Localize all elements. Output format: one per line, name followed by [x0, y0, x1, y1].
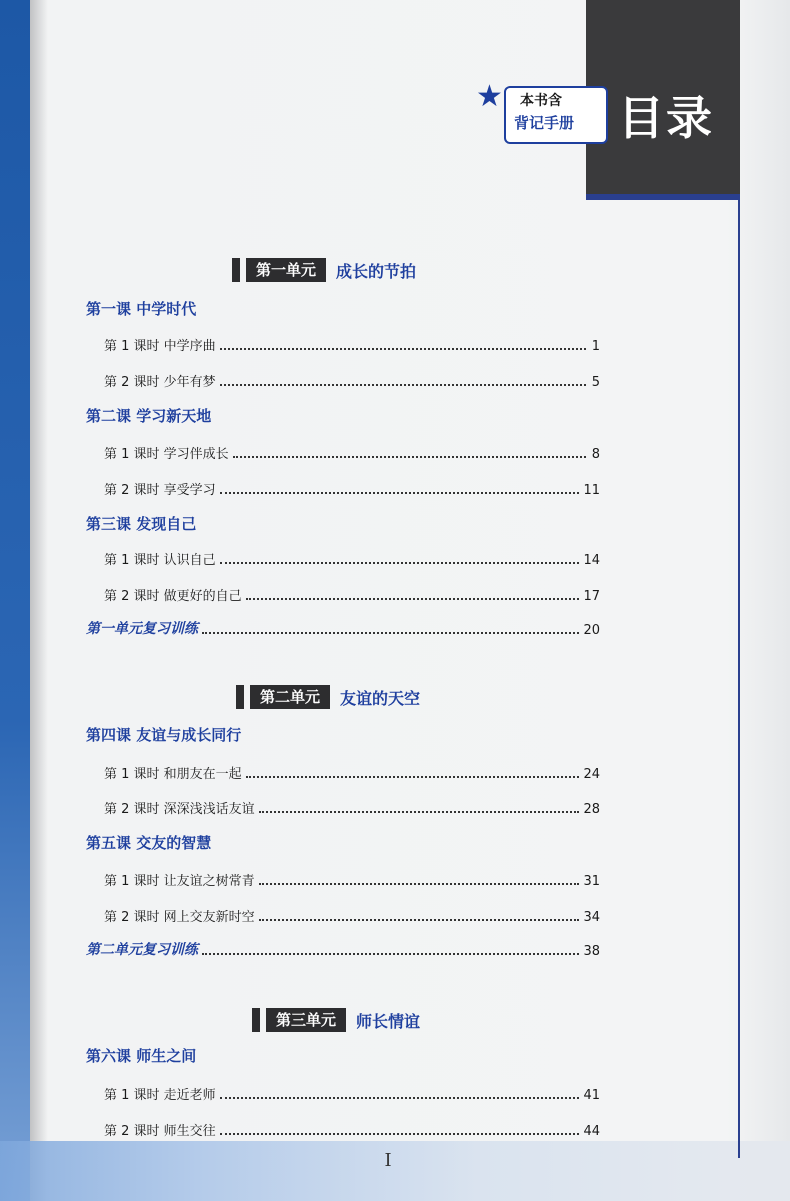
book-spine — [0, 0, 30, 1201]
entry-title: 第 2 课时 师生交往 — [104, 1124, 216, 1139]
leader-dots — [220, 384, 586, 386]
lesson-heading[interactable]: 第五课 交友的智慧 — [86, 834, 212, 852]
review-page: 38 — [583, 944, 600, 959]
entry-title: 第 1 课时 认识自己 — [104, 553, 216, 568]
page-number: I — [384, 1150, 392, 1171]
entry-title: 第 1 课时 和朋友在一起 — [104, 767, 242, 782]
entry-title: 第 2 课时 深深浅浅话友谊 — [104, 802, 255, 817]
leader-dots — [202, 953, 579, 955]
review-title: 第二单元复习训练 — [86, 942, 198, 958]
entry-page: 5 — [591, 375, 600, 390]
toc-entry[interactable] — [104, 584, 600, 604]
entry-title: 第 2 课时 享受学习 — [104, 483, 216, 498]
entry-page: 24 — [583, 767, 600, 782]
toc-entry[interactable] — [104, 797, 600, 817]
badge-bottom-text: 背记手册 — [514, 114, 575, 132]
toc-entry[interactable] — [104, 370, 600, 390]
unit-title: 师长情谊 — [356, 1011, 421, 1031]
leader-dots — [246, 598, 580, 600]
unit-label: 第三单元 — [266, 1008, 346, 1032]
badge-top-text: 本书含 — [520, 93, 562, 109]
toc-entry[interactable] — [104, 1119, 600, 1139]
unit-title: 成长的节拍 — [336, 261, 417, 281]
entry-page: 8 — [591, 447, 600, 462]
toc-entry[interactable] — [104, 869, 600, 889]
lesson-heading[interactable]: 第四课 友谊与成长同行 — [86, 726, 242, 744]
unit-heading — [246, 258, 416, 282]
entry-page: 14 — [583, 553, 600, 568]
toc-entry[interactable] — [104, 762, 600, 782]
review-page: 20 — [583, 623, 600, 638]
unit-review[interactable] — [86, 939, 600, 959]
star-icon: ★ — [476, 79, 503, 114]
lesson-heading[interactable]: 第二课 学习新天地 — [86, 407, 212, 425]
leader-dots — [259, 919, 580, 921]
leader-dots — [259, 811, 580, 813]
leader-dots — [202, 632, 579, 634]
unit-review[interactable] — [86, 618, 600, 638]
memory-handbook-badge — [476, 79, 606, 148]
leader-dots — [220, 1097, 580, 1099]
entry-page: 1 — [591, 339, 600, 354]
entry-page: 17 — [583, 589, 600, 604]
lesson-heading[interactable]: 第三课 发现自己 — [86, 515, 197, 533]
leader-dots — [246, 776, 580, 778]
entry-page: 44 — [583, 1124, 600, 1139]
toc-entry[interactable] — [104, 905, 600, 925]
entry-title: 第 2 课时 做更好的自己 — [104, 589, 242, 604]
lesson-heading[interactable]: 第一课 中学时代 — [86, 300, 197, 318]
unit-title: 友谊的天空 — [340, 688, 421, 708]
entry-page: 31 — [583, 874, 600, 889]
unit-heading — [250, 685, 420, 709]
leader-dots — [220, 1133, 580, 1135]
entry-page: 28 — [583, 802, 600, 817]
unit-heading — [266, 1008, 420, 1032]
toc-entry[interactable] — [104, 478, 600, 498]
leader-dots — [220, 348, 586, 350]
entry-title: 第 1 课时 走近老师 — [104, 1088, 216, 1103]
leader-dots — [220, 492, 580, 494]
toc-entry[interactable] — [104, 442, 600, 462]
page-title: 目录 — [618, 91, 714, 145]
spine-shadow — [30, 0, 48, 1201]
unit-label: 第一单元 — [246, 258, 326, 282]
entry-title: 第 1 课时 中学序曲 — [104, 339, 216, 354]
entry-page: 11 — [583, 483, 600, 498]
leader-dots — [233, 456, 586, 458]
lesson-heading[interactable]: 第六课 师生之间 — [86, 1047, 197, 1065]
leader-dots — [259, 883, 580, 885]
entry-title: 第 2 课时 网上交友新时空 — [104, 910, 255, 925]
toc-entry[interactable] — [104, 548, 600, 568]
toc-entry[interactable] — [104, 1083, 600, 1103]
review-title: 第一单元复习训练 — [86, 621, 198, 637]
entry-page: 41 — [583, 1088, 600, 1103]
entry-title: 第 1 课时 让友谊之树常青 — [104, 874, 255, 889]
entry-title: 第 2 课时 少年有梦 — [104, 375, 216, 390]
toc-entry[interactable] — [104, 334, 600, 354]
leader-dots — [220, 562, 580, 564]
entry-page: 34 — [583, 910, 600, 925]
unit-label: 第二单元 — [250, 685, 330, 709]
entry-title: 第 1 课时 学习伴成长 — [104, 447, 229, 462]
frame-line — [738, 200, 740, 1158]
